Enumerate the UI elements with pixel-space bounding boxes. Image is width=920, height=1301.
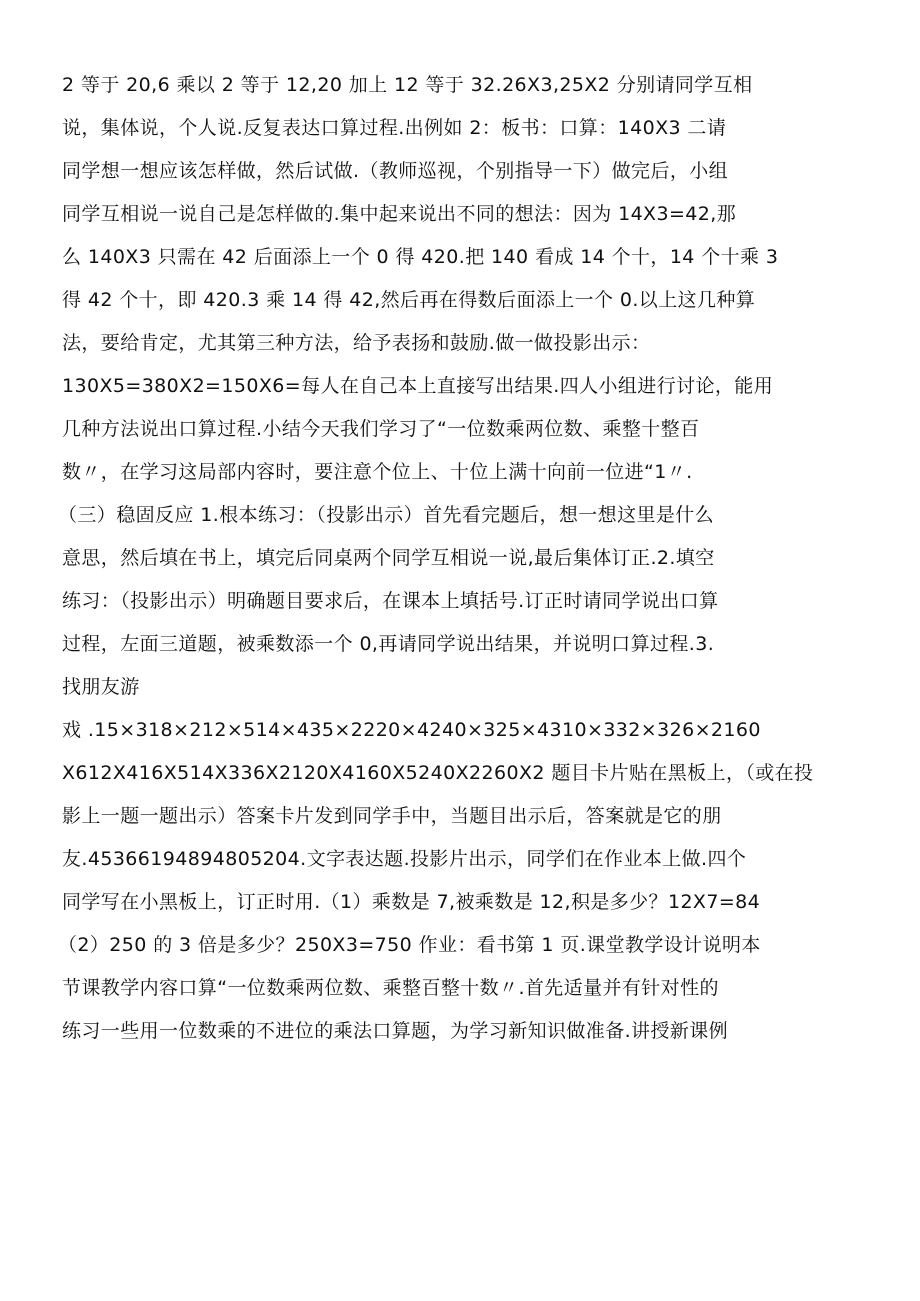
text-line-6: 得 42 个十，即 420.3 乘 14 得 42,然后再在得数后面添上一个 0.以上这几种算 [62,289,756,311]
text-line-20: 同学写在小黑板上，订正时用.（1）乘数是 7,被乘数是 12,积是多少？12X7=84 [62,891,761,913]
text-line-1: 2 等于 20,6 乘以 2 等于 12,20 加上 12 等于 32.26X3,25X2 分别请同学互相 [62,74,753,96]
text-line-15: 找朋友游 [62,676,140,698]
text-line-17: X612X416X514X336X2120X4160X5240X2260X2 题目卡片贴在黑板上，（或在投 [62,762,814,784]
text-line-8: 130X5=380X2=150X6=每人在自己本上直接写出结果.四人小组进行讨论，能用 [62,375,774,397]
text-line-12: 意思，然后填在书上，填完后同桌两个同学互相说一说,最后集体订正.2.填空 [62,547,715,569]
text-line-21: （2）250 的 3 倍是多少？250X3=750 作业：看书第 1 页.课堂教学设计说明本 [58,934,761,956]
text-line-7: 法，要给肯定，尤其第三种方法，给予表扬和鼓励.做一做投影出示： [62,332,651,354]
text-line-18: 影上一题一题出示）答案卡片发到同学手中，当题目出示后，答案就是它的朋 [62,805,722,827]
text-line-22: 节课教学内容口算“一位数乘两位数、乘整百整十数〃.首先适量并有针对性的 [62,977,719,999]
text-line-13: 练习：（投影出示）明确题目要求后，在课本上填括号.订正时请同学说出口算 [62,590,719,612]
text-line-23: 练习一些用一位数乘的不进位的乘法口算题，为学习新知识做准备.讲授新课例 [62,1020,729,1042]
text-line-19: 友.45366194894805204.文字表达题.投影片出示，同学们在作业本上做.四个 [62,848,747,870]
text-line-4: 同学互相说一说自己是怎样做的.集中起来说出不同的想法：因为 14X3=42,那 [62,203,737,225]
body-text [58,64,862,1053]
text-line-14: 过程，左面三道题，被乘数添一个 0,再请同学说出结果，并说明口算过程.3. [62,633,715,655]
text-line-10: 数〃，在学习这局部内容时，要注意个位上、十位上满十向前一位进“1〃. [62,461,693,483]
text-line-11: （三）稳固反应 1.根本练习：（投影出示）首先看完题后，想一想这里是什么 [58,504,715,526]
text-line-16: 戏 .15×318×212×514×435×2220×4240×325×4310×332×326×2160 [62,719,761,741]
text-line-2: 说，集体说，个人说.反复表达口算过程.出例如 2：板书：口算：140X3 二请 [62,117,727,139]
text-line-3: 同学想一想应该怎样做，然后试做.（教师巡视，个别指导一下）做完后，小组 [62,160,729,182]
text-line-5: 么 140X3 只需在 42 后面添上一个 0 得 420.把 140 看成 14 个十，14 个十乘 3 [62,246,779,268]
text-line-9: 几种方法说出口算过程.小结今天我们学习了“一位数乘两位数、乘整十整百 [62,418,700,440]
